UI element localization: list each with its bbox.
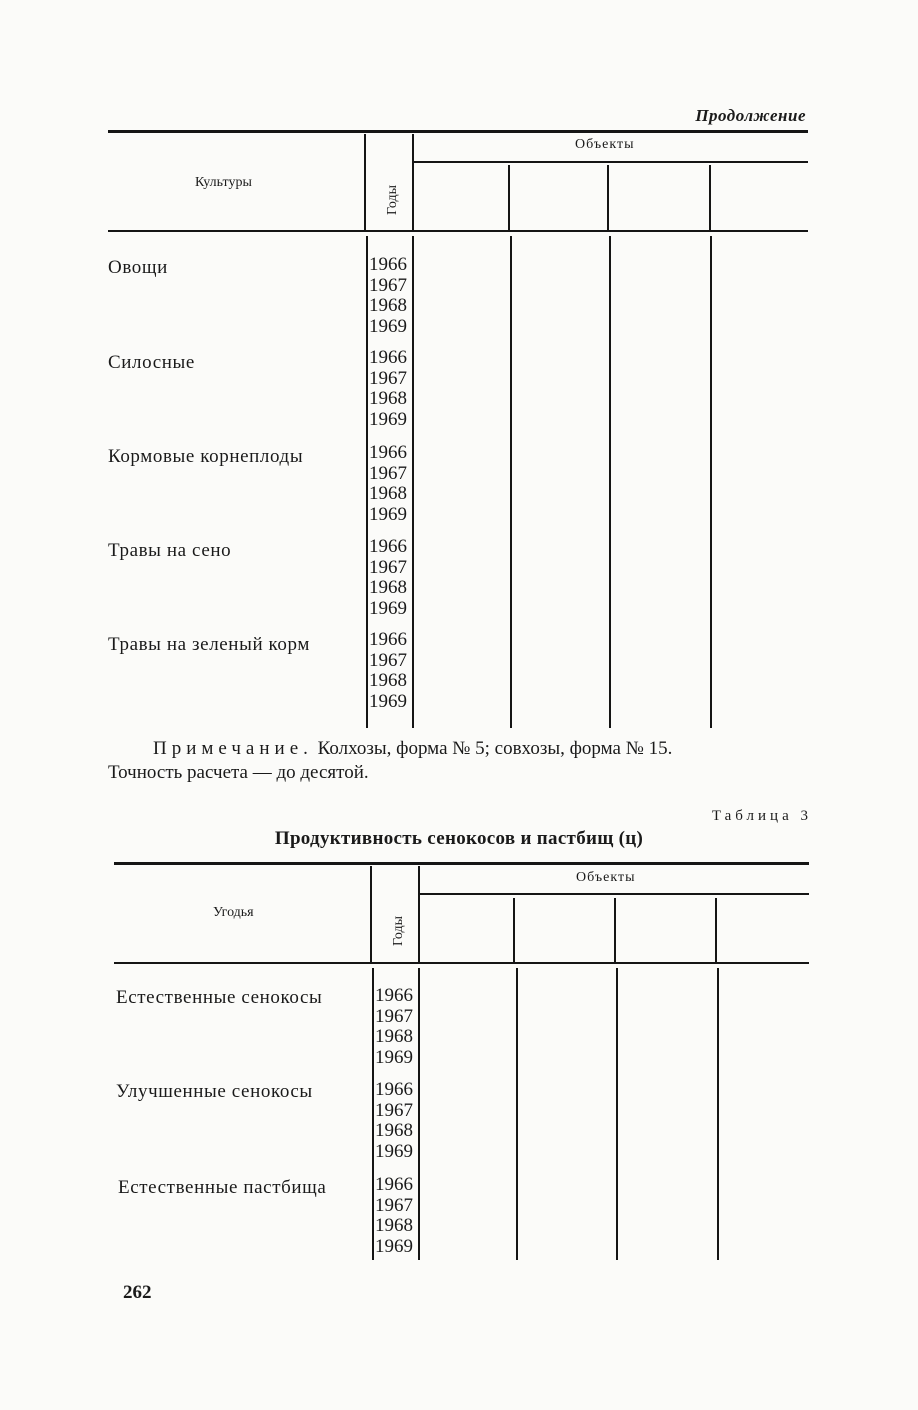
year-list [369, 537, 407, 619]
year-cell: 1968 [375, 1215, 413, 1236]
land-label: Улучшенные сенокосы [116, 1081, 313, 1102]
land-label: Естественные сенокосы [116, 987, 323, 1008]
crop-label: Кормовые корнеплоды [108, 446, 304, 467]
table-note [108, 737, 808, 785]
year-list [375, 986, 413, 1068]
column-header-objects: Объекты [576, 870, 636, 885]
year-cell: 1968 [369, 483, 407, 504]
note-label: Примечание. [153, 738, 313, 759]
year-list [369, 443, 407, 525]
table-top-rule [114, 862, 809, 865]
body-divider [366, 236, 368, 728]
header-divider [412, 134, 414, 230]
header-divider [607, 165, 609, 230]
year-cell: 1969 [369, 315, 407, 337]
year-cell: 1968 [375, 1026, 413, 1047]
header-divider [513, 898, 515, 962]
year-cell: 1967 [369, 556, 407, 578]
year-cell: 1968 [369, 577, 407, 598]
objects-header-rule [419, 893, 809, 895]
header-bottom-rule [114, 962, 809, 964]
year-cell: 1967 [375, 1005, 413, 1027]
body-divider [717, 968, 719, 1260]
year-cell: 1966 [375, 1174, 413, 1195]
crop-label: Травы на зеленый корм [108, 634, 310, 655]
body-divider [372, 968, 374, 1260]
year-cell: 1969 [375, 1140, 413, 1162]
column-header-land: Угодья [213, 905, 254, 920]
year-cell: 1968 [375, 1120, 413, 1141]
year-list [369, 630, 407, 712]
page-number: 262 [123, 1282, 152, 1303]
year-cell: 1967 [369, 462, 407, 484]
year-cell: 1966 [375, 985, 413, 1006]
year-cell: 1968 [369, 295, 407, 316]
objects-header-rule [413, 161, 808, 163]
body-divider [418, 968, 420, 1260]
header-divider [364, 134, 366, 230]
table-number: Таблица 3 [711, 808, 812, 824]
year-cell: 1966 [369, 254, 407, 275]
column-header-years: Годы [391, 916, 406, 946]
year-cell: 1966 [369, 347, 407, 368]
year-cell: 1967 [375, 1099, 413, 1121]
column-header-objects: Объекты [575, 137, 635, 152]
body-divider [609, 236, 611, 728]
year-cell: 1966 [375, 1079, 413, 1100]
year-cell: 1967 [369, 367, 407, 389]
header-bottom-rule [108, 230, 808, 232]
crop-label: Овощи [108, 257, 168, 278]
year-cell: 1969 [369, 690, 407, 712]
land-label: Естественные пастбища [118, 1177, 327, 1198]
table-top-rule [108, 130, 808, 133]
body-divider [510, 236, 512, 728]
year-cell: 1968 [369, 388, 407, 409]
header-divider [370, 866, 372, 962]
year-list [375, 1175, 413, 1257]
header-divider [614, 898, 616, 962]
year-cell: 1967 [375, 1194, 413, 1216]
year-cell: 1969 [369, 408, 407, 430]
year-cell: 1967 [369, 274, 407, 296]
year-cell: 1966 [369, 442, 407, 463]
year-list [375, 1080, 413, 1162]
table-title: Продуктивность сенокосов и пастбищ (ц) [274, 828, 644, 849]
crop-label: Травы на сено [108, 540, 232, 561]
header-divider [508, 165, 510, 230]
year-cell: 1969 [375, 1235, 413, 1257]
year-list [369, 348, 407, 430]
header-divider [418, 866, 420, 962]
body-divider [516, 968, 518, 1260]
body-divider [710, 236, 712, 728]
body-divider [412, 236, 414, 728]
body-divider [616, 968, 618, 1260]
header-divider [709, 165, 711, 230]
year-cell: 1969 [369, 597, 407, 619]
year-cell: 1966 [369, 536, 407, 557]
header-divider [715, 898, 717, 962]
year-cell: 1967 [369, 649, 407, 671]
year-list [369, 255, 407, 337]
column-header-years: Годы [385, 185, 400, 215]
continuation-label: Продолжение [695, 106, 806, 125]
crop-label: Силосные [108, 352, 195, 373]
year-cell: 1968 [369, 670, 407, 691]
column-header-crop: Культуры [195, 175, 252, 190]
note-text-line2: Точность расчета — до десятой. [108, 762, 369, 783]
note-text-line1: Колхозы, форма № 5; совхозы, форма № 15. [312, 738, 673, 759]
year-cell: 1969 [369, 503, 407, 525]
year-cell: 1966 [369, 629, 407, 650]
year-cell: 1969 [375, 1046, 413, 1068]
